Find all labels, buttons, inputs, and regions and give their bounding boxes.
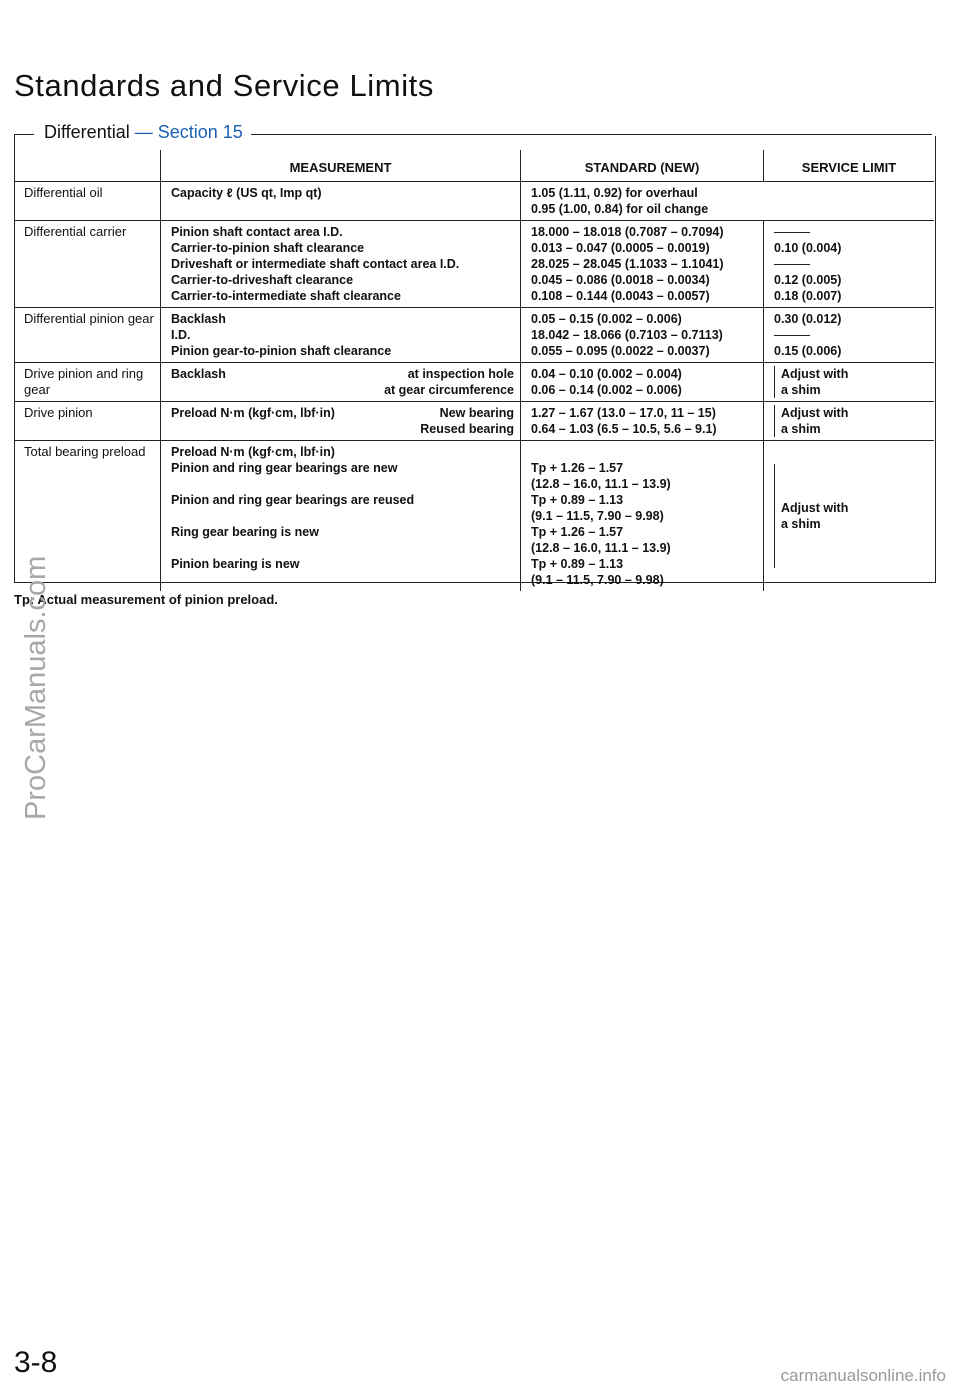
brace-bar (774, 366, 775, 398)
measure-line: Preload N·m (kgf·cm, lbf·in) (171, 406, 335, 420)
section-label (34, 122, 251, 143)
no-limit-dash (774, 232, 810, 233)
limit-line: 0.12 (0.005) (774, 273, 842, 287)
measure-line: Pinion and ring gear bearings are new (171, 461, 398, 475)
section-name: Differential (44, 122, 130, 142)
standard-line: 0.045 – 0.086 (0.0018 – 0.0034) (531, 273, 710, 287)
standard-line: (12.8 – 16.0, 11.1 – 13.9) (531, 477, 671, 491)
standard-line: 28.025 – 28.045 (1.1033 – 1.1041) (531, 257, 724, 271)
limit-line: a shim (781, 422, 821, 436)
limit-text (781, 500, 848, 532)
table-row (14, 182, 934, 221)
limit-line: Adjust with (781, 406, 849, 420)
standard-line: 18.000 – 18.018 (0.7087 – 0.7094) (531, 225, 724, 239)
standard-line: Tp + 1.26 – 1.57 (531, 461, 624, 475)
row-service-limit (764, 402, 935, 441)
row-item: Differential pinion gear (14, 308, 161, 363)
measure-line: Backlash (171, 367, 226, 381)
row-standard (521, 441, 764, 592)
section-dash: — (134, 122, 153, 142)
measure-line: Pinion shaft contact area I.D. (171, 225, 343, 239)
limit-line: a shim (781, 517, 821, 531)
no-limit-dash (774, 264, 810, 265)
header-standard: STANDARD (NEW) (521, 150, 764, 182)
measure-conditions (420, 405, 514, 437)
table-row (14, 363, 934, 402)
measure-condition: at inspection hole (407, 367, 514, 381)
measure-condition: New bearing (439, 406, 514, 420)
standard-line: 0.055 – 0.095 (0.0022 – 0.0037) (531, 344, 710, 358)
row-measurement (161, 363, 521, 402)
section-ref: Section 15 (157, 122, 243, 142)
row-measurement (161, 441, 521, 592)
limit-line: 0.18 (0.007) (774, 289, 842, 303)
limit-line: a shim (781, 383, 821, 397)
footer-site: carmanualsonline.info (780, 1366, 946, 1385)
row-standard (521, 363, 764, 402)
standard-line: (9.1 – 11.5, 7.90 – 9.98) (531, 509, 664, 523)
standard-line: Tp + 1.26 – 1.57 (531, 525, 624, 539)
measure-line: Pinion gear-to-pinion shaft clearance (171, 344, 392, 358)
row-service-limit (764, 221, 935, 308)
row-item: Drive pinion (14, 402, 161, 441)
brace-bar (774, 464, 775, 568)
limit-line: 0.10 (0.004) (774, 241, 842, 255)
standard-line: 0.05 – 0.15 (0.002 – 0.006) (531, 312, 682, 326)
row-item: Differential carrier (14, 221, 161, 308)
limit-text (781, 366, 848, 398)
measure-line: Capacity ℓ (US qt, Imp qt) (171, 186, 322, 200)
standard-line: 1.27 – 1.67 (13.0 – 17.0, 11 – 15) (531, 406, 716, 420)
measure-line: Preload N·m (kgf·cm, lbf·in) (171, 445, 335, 459)
row-measurement (161, 402, 521, 441)
header-item (14, 150, 161, 182)
measure-condition: at gear circumference (384, 383, 514, 397)
table-row (14, 441, 934, 592)
limit-line: 0.30 (0.012) (774, 312, 842, 326)
row-standard (521, 182, 935, 221)
row-measurement (161, 221, 521, 308)
standard-line: 1.05 (1.11, 0.92) for overhaul (531, 186, 698, 200)
measure-line: Pinion and ring gear bearings are reused (171, 493, 415, 507)
standard-line: (9.1 – 11.5, 7.90 – 9.98) (531, 573, 664, 587)
no-limit-dash (774, 335, 810, 336)
row-standard (521, 221, 764, 308)
row-measurement (161, 308, 521, 363)
measure-line: Backlash (171, 312, 226, 326)
measure-line: Ring gear bearing is new (171, 525, 319, 539)
measure-conditions (384, 366, 514, 398)
measure-split (171, 405, 514, 437)
limit-text (781, 405, 848, 437)
table-header-row (14, 150, 934, 182)
standard-line: 0.06 – 0.14 (0.002 – 0.006) (531, 383, 682, 397)
measure-line: I.D. (171, 328, 191, 342)
header-measurement: MEASUREMENT (161, 150, 521, 182)
brace-bar (774, 405, 775, 437)
row-service-limit (764, 441, 935, 592)
standard-line: (12.8 – 16.0, 11.1 – 13.9) (531, 541, 671, 555)
limit-line: Adjust with (781, 501, 849, 515)
standard-line: 18.042 – 18.066 (0.7103 – 0.7113) (531, 328, 723, 342)
table-row (14, 308, 934, 363)
footnote: Tp: Actual measurement of pinion preload. (14, 592, 278, 607)
row-service-limit (764, 363, 935, 402)
limit-line: 0.15 (0.006) (774, 344, 842, 358)
standard-line: Tp + 0.89 – 1.13 (531, 493, 624, 507)
standard-line: 0.64 – 1.03 (6.5 – 10.5, 5.6 – 9.1) (531, 422, 717, 436)
section-header (14, 122, 932, 150)
row-standard (521, 402, 764, 441)
measure-line: Driveshaft or intermediate shaft contact area I.D. (171, 257, 460, 271)
spec-table (14, 150, 934, 591)
standard-line: 0.013 – 0.047 (0.0005 – 0.0019) (531, 241, 710, 255)
measure-condition: Reused bearing (420, 422, 514, 436)
limit-brace (774, 366, 928, 398)
measure-split (171, 366, 514, 398)
table-row (14, 402, 934, 441)
standard-line: 0.04 – 0.10 (0.002 – 0.004) (531, 367, 682, 381)
page-title: Standards and Service Limits (14, 68, 434, 103)
measure-line: Pinion bearing is new (171, 557, 300, 571)
section-rule-tick (14, 134, 15, 146)
row-item: Differential oil (14, 182, 161, 221)
standard-line: 0.95 (1.00, 0.84) for oil change (531, 202, 709, 216)
measure-line: Carrier-to-driveshaft clearance (171, 273, 354, 287)
table-row (14, 221, 934, 308)
standard-line: Tp + 0.89 – 1.13 (531, 557, 624, 571)
limit-line: Adjust with (781, 367, 849, 381)
row-item: Total bearing preload (14, 441, 161, 592)
limit-brace (774, 405, 928, 437)
measure-line: Carrier-to-intermediate shaft clearance (171, 289, 401, 303)
row-service-limit (764, 308, 935, 363)
watermark: ProCarManuals.com (20, 555, 52, 820)
row-item: Drive pinion and ring gear (14, 363, 161, 402)
standard-line: 0.108 – 0.144 (0.0043 – 0.0057) (531, 289, 710, 303)
header-service-limit: SERVICE LIMIT (764, 150, 935, 182)
measure-line: Carrier-to-pinion shaft clearance (171, 241, 365, 255)
limit-brace (774, 464, 928, 568)
row-measurement (161, 182, 521, 221)
row-standard (521, 308, 764, 363)
page-number: 3-8 (14, 1346, 58, 1379)
